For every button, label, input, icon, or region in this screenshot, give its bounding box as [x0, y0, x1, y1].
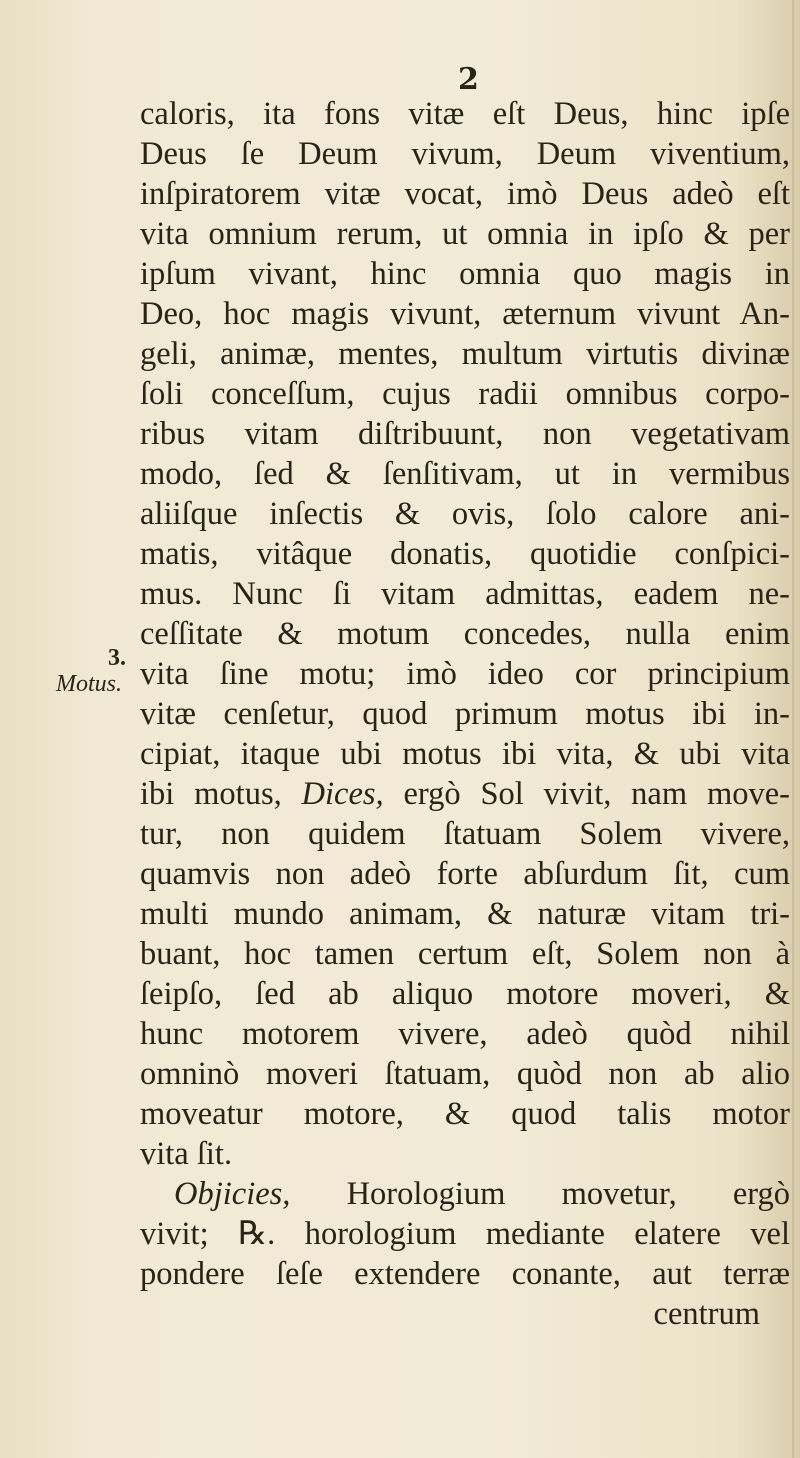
text-line: hunc motorem vivere, adeò quòd nihil	[140, 1016, 790, 1052]
text-line: buant, hoc tamen certum eſt, Solem non à	[140, 936, 790, 972]
text-line: vitæ cenſetur, quod primum motus ibi in-	[140, 696, 790, 732]
margin-note-label: Motus.	[56, 671, 122, 697]
margin-note	[44, 645, 134, 697]
text-line: vita ſine motu; imò ideo cor principium	[140, 656, 790, 692]
text-line: ſoli conceſſum, cujus radii omnibus corpo-	[140, 376, 790, 412]
text-line: matis, vitâque donatis, quotidie conſpici-	[140, 536, 790, 572]
text-line: inſpiratorem vitæ vocat, imò Deus adeò eſt	[140, 176, 790, 212]
italic-word: Dices,	[301, 776, 384, 812]
page-edge-shadow	[792, 0, 794, 1458]
text-line: quamvis non adeò forte abſurdum ſit, cum	[140, 856, 790, 892]
body-text	[140, 94, 790, 1334]
text-line: geli, animæ, mentes, multum virtutis divinæ	[140, 336, 790, 372]
text-line: cipiat, itaque ubi motus ibi vita, & ubi vita	[140, 736, 790, 772]
text-line: Deo, hoc magis vivunt, æternum vivunt An-	[140, 296, 790, 332]
text-line: ribus vitam diſtribuunt, non vegetativam	[140, 416, 790, 452]
italic-word: Objicies,	[174, 1176, 291, 1212]
text-line: Deus ſe Deum vivum, Deum viventium,	[140, 136, 790, 172]
text-line: ibi motus, Dices, ergò Sol vivit, nam move-	[140, 776, 790, 812]
page-number: 2	[458, 62, 479, 97]
text-line: vivit; ℞. horologium mediante elatere vel	[140, 1216, 790, 1252]
text-line: vita ſit.	[140, 1136, 233, 1172]
margin-note-number: 3.	[108, 645, 126, 671]
text-line: ipſum vivant, hinc omnia quo magis in	[140, 256, 790, 292]
text-line: caloris, ita fons vitæ eſt Deus, hinc ipſe	[140, 96, 790, 132]
text-line: Objicies, Horologium movetur, ergò	[174, 1176, 790, 1212]
text-line: ſeipſo, ſed ab aliquo motore moveri, &	[140, 976, 790, 1012]
text-line: pondere ſeſe extendere conante, aut terræ	[140, 1256, 790, 1292]
text-line: omninò moveri ſtatuam, quòd non ab alio	[140, 1056, 790, 1092]
text-line: vita omnium rerum, ut omnia in ipſo & per	[140, 216, 790, 252]
text-line: modo, ſed & ſenſitivam, ut in vermibus	[140, 456, 790, 492]
text-line: multi mundo animam, & naturæ vitam tri-	[140, 896, 790, 932]
text-line: tur, non quidem ſtatuam Solem vivere,	[140, 816, 790, 852]
text-line: centrum	[653, 1296, 760, 1332]
text-line: moveatur motore, & quod talis motor	[140, 1096, 790, 1132]
text-line: ceſſitate & motum concedes, nulla enim	[140, 616, 790, 652]
text-line: aliiſque inſectis & ovis, ſolo calore ani-	[140, 496, 790, 532]
text-line: mus. Nunc ſi vitam admittas, eadem ne-	[140, 576, 790, 612]
